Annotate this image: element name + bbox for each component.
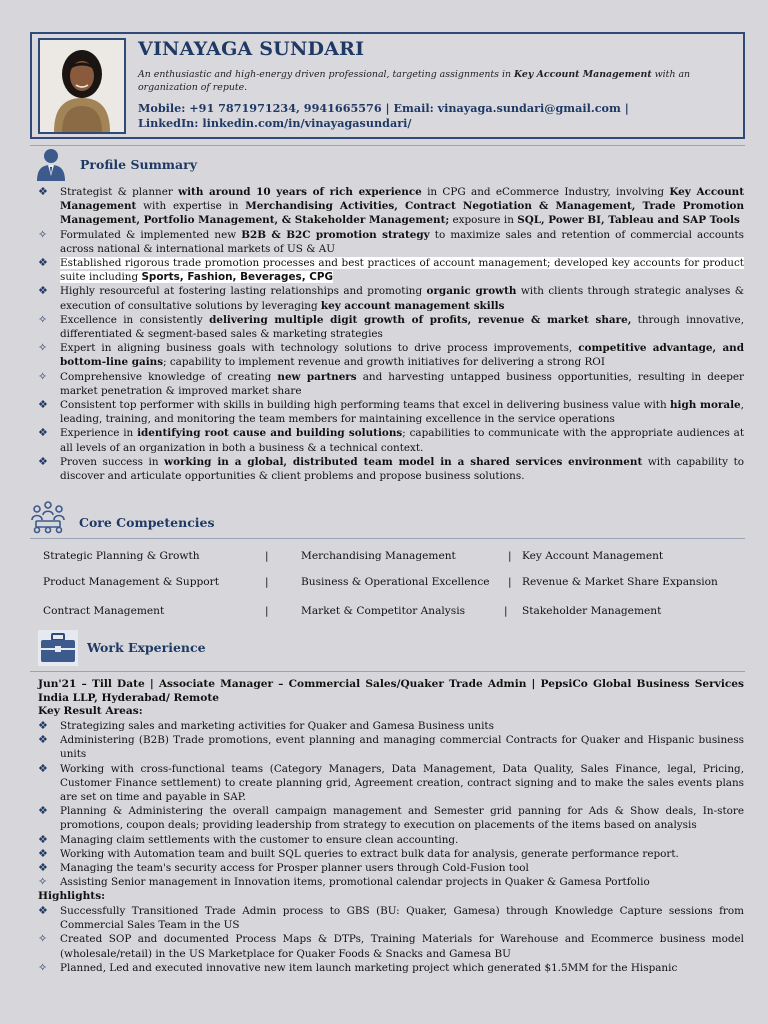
item-text: Excellence in consistently <box>60 313 210 326</box>
emphasis-text: new partners <box>277 370 357 383</box>
competency-item: Merchandising Management <box>301 550 456 562</box>
section-divider <box>30 671 745 672</box>
experience-item <box>38 904 744 932</box>
highlights-label: Highlights: <box>38 890 106 902</box>
profile-summary-item <box>38 341 744 369</box>
team-meeting-icon <box>30 500 66 534</box>
contact-linkedin[interactable]: LinkedIn: linkedin.com/in/vinayagasundari/ <box>138 116 412 130</box>
profile-summary-item <box>38 426 744 454</box>
profile-summary-item <box>38 398 744 426</box>
bullet-icon: ❖ <box>38 256 48 270</box>
bullet-icon: ❖ <box>38 904 48 917</box>
experience-item <box>38 833 744 847</box>
competency-separator: | <box>504 605 508 617</box>
competency-separator: | <box>508 550 512 562</box>
profile-summary-item <box>38 256 744 284</box>
contact-phone-email[interactable]: Mobile: +91 7871971234, 9941665576 | Email: vinayaga.sundari@gmail.com | <box>138 101 629 115</box>
experience-item <box>38 932 744 960</box>
item-text: Administering (B2B) Trade promotions, event planning and managing commercial Contracts for Quaker and Hispanic business units <box>60 734 744 761</box>
item-text: Working with cross-functional teams (Category Managers, Data Management, Data Quality, Sales Finance, legal, Pricing, Customer Finance settlement) to create planning grid, Agreement creation, contract signing and to make the sales events plans are set on time and payable in SAP. <box>60 762 744 804</box>
item-text: ; capability to implement revenue and growth initiatives for delivering a strong ROI <box>163 356 605 369</box>
bullet-icon: ✧ <box>38 960 48 974</box>
item-text: Assisting Senior management in Innovation items, promotional calendar projects in Quaker & Gamesa Portfolio <box>60 876 650 889</box>
competency-item: Contract Management <box>43 605 165 617</box>
emphasis-text: competitive advantage, and bottom-line gains <box>60 342 744 369</box>
experience-item <box>38 762 744 805</box>
item-text: Consistent top performer with skills in building high performing teams that excel in delivering business value with <box>60 399 670 412</box>
competency-row <box>43 550 743 564</box>
competency-separator: | <box>508 576 512 588</box>
bullet-icon: ❖ <box>38 454 48 468</box>
item-text: with capability to discover and articulate opportunities & client problems and propose business solutions. <box>60 455 744 483</box>
tagline-target-role: Key Account Management <box>513 69 652 80</box>
item-text: with clients through strategic analyses & execution of consultative solutions by leveraging <box>60 285 744 312</box>
work-experience-heading <box>30 628 745 668</box>
item-text: Strategist & planner <box>60 186 179 198</box>
experience-item <box>38 961 744 975</box>
item-text: Strategizing sales and marketing activities for Quaker and Gamesa Business units <box>60 720 494 732</box>
bullet-icon: ❖ <box>38 398 48 412</box>
bullet-icon: ❖ <box>38 719 48 732</box>
bullet-icon: ❖ <box>38 846 48 860</box>
item-text: Experience in <box>60 427 138 440</box>
bullet-icon: ❖ <box>38 804 48 818</box>
item-text: and harvesting untapped business opportunities, resulting in deeper market penetration & improved market share <box>60 370 744 397</box>
profile-summary-item <box>38 455 744 483</box>
job-title: Jun'21 – Till Date | Associate Manager – Commercial Sales/Quaker Trade Admin | PepsiCo Global Business Services India LLP, Hyderabad/ Remote <box>38 678 744 705</box>
emphasis-text: with around 10 years of rich experience <box>178 186 422 198</box>
experience-item <box>38 847 744 861</box>
profile-summary-list <box>38 185 744 483</box>
emphasis-text: organic growth <box>426 285 517 298</box>
competency-item: Business & Operational Excellence <box>301 576 490 588</box>
item-text: Working with Automation team and built SQL queries to extract bulk data for analysis, generate performance report. <box>60 847 679 860</box>
tagline <box>138 69 728 94</box>
item-text: Created SOP and documented Process Maps & DTPs, Training Materials for Warehouse and Ecommerce business model (wholesale/retail) in the US Marketplace for Quaker Foods & Snacks and Gamesa BU <box>60 933 744 960</box>
item-text: Managing claim settlements with the customer to ensure clean accounting. <box>60 833 459 846</box>
bullet-icon: ❖ <box>38 832 48 846</box>
emphasis-text: SQL, Power BI, Tableau and SAP Tools <box>517 214 740 227</box>
bullet-icon: ✧ <box>38 369 48 383</box>
header-box <box>30 32 745 139</box>
bullet-icon: ❖ <box>38 761 48 775</box>
experience-item <box>38 804 744 832</box>
emphasis-text: key account management skills <box>320 299 505 312</box>
emphasis-text: Merchandising Activities, Contract Negotiation & Management, Trade Promotion Management, Portfolio Management, & Stakeholder Management; <box>60 200 745 227</box>
item-text: to maximize sales and retention of commercial accounts across national & international markets of US & AU <box>60 228 744 255</box>
item-text: in CPG and eCommerce Industry, involving <box>421 186 670 198</box>
emphasis-text: delivering multiple digit growth of profits, revenue & market share, <box>209 313 632 326</box>
competency-item: Strategic Planning & Growth <box>43 550 200 562</box>
item-text: Formulated & implemented new <box>60 228 242 241</box>
experience-item <box>38 733 744 761</box>
bullet-icon: ❖ <box>38 426 48 440</box>
person-photo-icon <box>40 40 124 132</box>
profile-photo <box>38 38 126 134</box>
key-result-areas-label: Key Result Areas: <box>38 705 143 717</box>
tagline-text: An enthusiastic and high-energy driven professional, targeting assignments in <box>138 69 514 80</box>
bullet-icon: ✧ <box>38 932 48 946</box>
contact-info <box>138 101 738 131</box>
item-text: Planning & Administering the overall campaign management and Semester grid panning for Ads & Show deals, In-store promotions, coupon deals; providing leadership from strategy to execution on placements of the items based on analysis <box>60 805 744 832</box>
item-text: Highly resourceful at fostering lasting relationships and promoting <box>60 285 427 298</box>
emphasis-text: Sports, Fashion, Beverages, CPG <box>141 271 334 284</box>
core-competencies-heading <box>30 500 745 540</box>
item-text: Successfully Transitioned Trade Admin process to GBS (BU: Quaker, Gamesa) through Knowledge Capture sessions from Commercial Sales Team in the US <box>60 905 744 932</box>
competency-item: Product Management & Support <box>43 576 219 588</box>
tagline-text-end: with an organization of repute. <box>138 69 691 93</box>
competency-row <box>43 605 743 619</box>
briefcase-icon <box>38 630 78 666</box>
item-text: Managing the team's security access for Prosper planner users through Cold-Fusion tool <box>60 862 529 875</box>
section-divider <box>30 538 745 539</box>
item-text: Proven success in <box>60 455 165 468</box>
emphasis-text: high morale <box>670 399 741 412</box>
competency-separator: | <box>265 550 269 562</box>
item-text: through innovative, differentiated & segment-based sales & marketing strategies <box>60 313 744 341</box>
item-text: with expertise in <box>136 200 246 213</box>
competency-item: Key Account Management <box>522 550 664 562</box>
competency-item: Market & Competitor Analysis <box>301 605 466 617</box>
bullet-icon: ❖ <box>38 185 48 198</box>
competency-separator: | <box>265 605 269 617</box>
experience-item <box>38 719 744 733</box>
highlights-list <box>38 904 744 975</box>
item-text: exposure in <box>449 214 518 227</box>
item-text: , leading, training, and monitoring the team members for maintaining excellence in the service operations <box>60 399 744 426</box>
profile-summary-item <box>38 228 744 256</box>
experience-item <box>38 861 744 875</box>
competency-separator: | <box>265 576 269 588</box>
competency-row <box>43 576 743 590</box>
section-title: Work Experience <box>87 640 206 655</box>
experience-item <box>38 875 744 889</box>
competency-item: Revenue & Market Share Expansion <box>522 576 718 588</box>
candidate-name: VINAYAGA SUNDARI <box>138 38 365 60</box>
person-icon <box>34 146 68 182</box>
item-text: Comprehensive knowledge of creating <box>60 370 278 383</box>
bullet-icon: ✧ <box>38 312 48 326</box>
item-text: Expert in aligning business goals with technology solutions to drive process improvements, <box>60 342 579 355</box>
competency-item: Stakeholder Management <box>522 605 662 617</box>
bullet-icon: ✧ <box>38 341 48 355</box>
emphasis-text: Key Account Management <box>60 186 744 213</box>
bullet-icon: ❖ <box>38 861 48 875</box>
profile-summary-item <box>38 284 744 312</box>
profile-summary-item <box>38 313 744 341</box>
emphasis-text: identifying root cause and building solutions <box>137 427 403 440</box>
item-text: ; capabilities to communicate with the appropriate audiences at all levels of an organization in both a business & a technical context. <box>60 427 745 454</box>
section-title: Profile Summary <box>80 157 197 172</box>
emphasis-text: B2B & B2C promotion strategy <box>241 228 430 241</box>
item-text: Planned, Led and executed innovative new item launch marketing project which generated $1.5MM for the Hispanic <box>60 961 678 974</box>
section-title: Core Competencies <box>79 515 215 530</box>
bullet-icon: ✧ <box>38 227 48 241</box>
emphasis-text: working in a global, distributed team model in a shared services environment <box>164 455 643 468</box>
bullet-icon: ✧ <box>38 875 48 889</box>
bullet-icon: ❖ <box>38 284 48 298</box>
bullet-icon: ❖ <box>38 733 48 747</box>
key-result-areas-list <box>38 719 744 889</box>
item-text: Established rigorous trade promotion processes and best practices of account management; developed key accounts for product suite including <box>60 257 744 284</box>
profile-summary-item <box>38 185 744 228</box>
profile-summary-item <box>38 370 744 398</box>
profile-summary-heading <box>30 146 745 186</box>
